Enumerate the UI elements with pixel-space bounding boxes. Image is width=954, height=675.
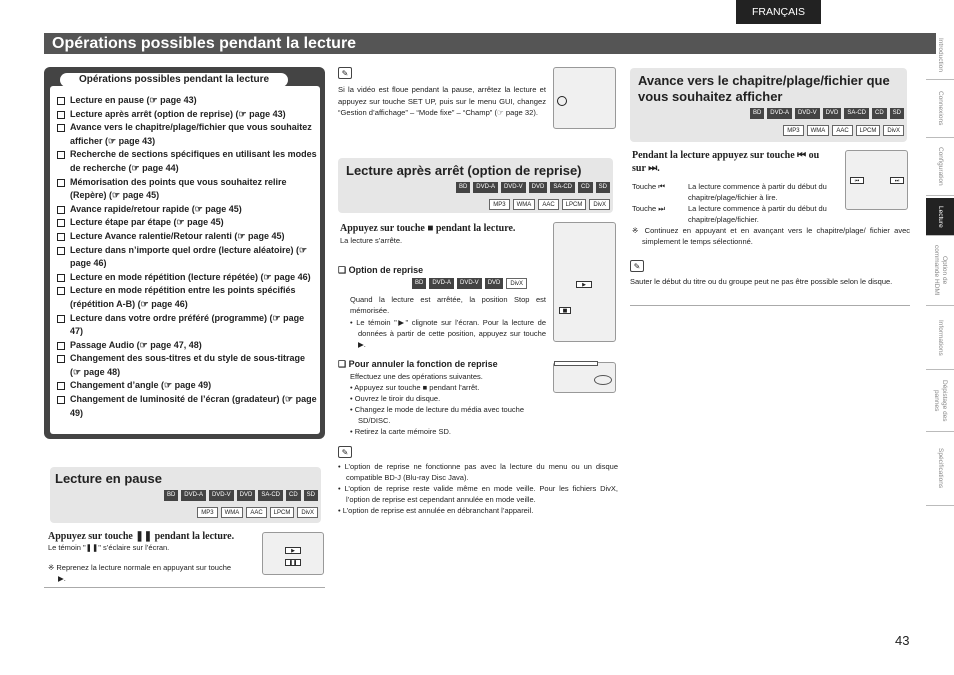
resume-tags-row2 <box>489 199 610 210</box>
pause-note: ※ Reprenez la lecture normale en appuyant sur touche ▶. <box>48 563 232 583</box>
format-tag: LPCM <box>562 199 587 210</box>
device-front-illustration <box>553 362 616 393</box>
advance-title: Avance vers le chapitre/plage/fichier que vous souhaitez afficher <box>638 73 890 104</box>
nav-informations[interactable]: Informations <box>926 306 954 370</box>
advance-tags-row2 <box>783 125 904 136</box>
format-tag: DVD-V <box>795 108 820 119</box>
pause-title: Lecture en pause <box>55 471 162 486</box>
format-tag: WMA <box>807 125 830 136</box>
pause-section-box <box>50 467 321 523</box>
nav-connexions[interactable]: Connexions <box>926 80 954 138</box>
toc-item[interactable]: Lecture en mode répétition (lecture répétée) (☞ page 46) <box>56 271 318 285</box>
format-tag: DVD-A <box>181 490 206 501</box>
format-tag: SD <box>596 182 610 193</box>
prev-key: Touche ⏮ <box>632 182 666 191</box>
nav-configuration[interactable]: Configuration <box>926 138 954 196</box>
toc-item[interactable]: Lecture dans n’importe quel ordre (lecture aléatoire) (☞ page 46) <box>56 244 318 271</box>
option-reprise-bullet-text: Le témoin "▶" clignote sur l’écran. Pour la lecture de données à partir de cette position, appuyez sur touche ▶. <box>356 318 546 349</box>
format-tag: SD <box>304 490 318 501</box>
toc-item[interactable]: Lecture dans votre ordre préféré (programme) (☞ page 47) <box>56 312 318 339</box>
resume-note-item: • L’option de reprise est annulée en débranchant l’appareil. <box>338 506 534 515</box>
format-tag: DivX <box>589 199 610 210</box>
format-tag: DVD-A <box>767 108 792 119</box>
format-tag: WMA <box>221 507 244 518</box>
option-reprise-bullet: • Le témoin "▶" clignote sur l’écran. Pour la lecture de données à partir de cette position, appuyez sur touche ▶. <box>350 318 546 349</box>
toc-item[interactable]: Lecture Avance ralentie/Retour ralenti (☞ page 45) <box>56 230 318 244</box>
cancel-item: • Ouvrez le tiroir du disque. <box>350 394 441 403</box>
format-tag: BD <box>456 182 470 193</box>
nav-lecture[interactable]: Lecture <box>926 198 954 236</box>
option-reprise-title: Option de reprise <box>348 265 424 275</box>
toc-list <box>56 94 318 420</box>
nav-depistage[interactable]: Dépistage des pannes <box>926 370 954 432</box>
divider <box>44 587 325 588</box>
format-tag: DVD <box>485 278 504 289</box>
format-tag: DivX <box>883 125 904 136</box>
advance-row-next <box>632 203 842 225</box>
next-key: Touche ⏭ <box>632 204 666 213</box>
toc-item[interactable]: Lecture étape par étape (☞ page 45) <box>56 216 318 230</box>
remote-setup-illustration <box>553 67 616 129</box>
format-tag: CD <box>578 182 593 193</box>
format-tag: DivX <box>297 507 318 518</box>
toc-item[interactable]: Lecture en mode répétition entre les points spécifiés (répétition A-B) (☞ page 46) <box>56 284 318 311</box>
next-desc: La lecture commence à partir du début du chapitre/plage/fichier. <box>688 204 827 224</box>
format-tag: AAC <box>538 199 558 210</box>
format-tag: SA-CD <box>550 182 575 193</box>
advance-tags-row1 <box>750 108 904 119</box>
toc-item[interactable]: Changement d’angle (☞ page 49) <box>56 379 318 393</box>
format-tag: DVD <box>237 490 256 501</box>
cancel-item-text: Retirez la carte mémoire SD. <box>354 427 451 436</box>
format-tag: DVD <box>823 108 842 119</box>
setup-tip: Si la vidéo est floue pendant la pause, arrêtez la lecture et appuyez sur touche SET UP, puis sur le menu GUI, changez “Gestion d’affichage” – “Mode fixe” – “Champ” (☞ page 32). <box>338 85 546 117</box>
cancel-item: • Changez le mode de lecture du média avec touche SD/DISC. <box>350 405 524 425</box>
resume-note-item: • L’option de reprise reste valide même en mode veille. Pour les fichiers DivX, l’option de reprise est cependant annulée en mode veille. <box>338 484 618 504</box>
toc-item[interactable]: Lecture en pause (☞ page 43) <box>56 94 318 108</box>
format-tag: DVD <box>529 182 548 193</box>
format-tag: DVD-V <box>457 278 482 289</box>
cancel-item-text: Appuyez sur touche ■ pendant l’arrêt. <box>354 383 480 392</box>
format-tag: CD <box>286 490 301 501</box>
resume-notes <box>338 461 618 516</box>
option-reprise-text: Quand la lecture est arrêtée, la position Stop est mémorisée. <box>350 295 546 315</box>
nav-specifications[interactable]: Spécifications <box>926 432 954 506</box>
advance-row-prev <box>632 181 842 203</box>
format-tag: BD <box>164 490 178 501</box>
option-reprise-tags <box>412 278 527 289</box>
format-tag: CD <box>872 108 887 119</box>
cancel-heading: ❑ Pour annuler la fonction de reprise <box>338 359 498 369</box>
resume-section-box <box>338 158 613 213</box>
pause-tags-row1 <box>164 490 318 501</box>
cancel-title: Pour annuler la fonction de reprise <box>348 359 498 369</box>
format-tag: BD <box>750 108 764 119</box>
format-tag: SD <box>890 108 904 119</box>
page-number: 43 <box>895 633 910 648</box>
option-reprise-heading: ❑ Option de reprise <box>338 265 424 275</box>
cancel-item-text: Ouvrez le tiroir du disque. <box>354 394 441 403</box>
toc-heading: Opérations possibles pendant la lecture <box>60 73 288 87</box>
format-tag: LPCM <box>270 507 295 518</box>
language-label: FRANÇAIS <box>736 0 821 24</box>
cancel-intro: Effectuez une des opérations suivantes. <box>350 372 483 381</box>
nav-introduction[interactable]: Introduction <box>926 30 954 80</box>
cancel-item: • Appuyez sur touche ■ pendant l’arrêt. <box>350 383 480 392</box>
format-tag: MP3 <box>783 125 803 136</box>
format-tag: DVD-V <box>501 182 526 193</box>
resume-step: Appuyez sur touche ■ pendant la lecture. <box>340 223 516 234</box>
remote-pause-illustration: ▶ ❚❚ <box>262 532 324 575</box>
resume-title: Lecture après arrêt (option de reprise) <box>346 163 582 178</box>
format-tag: DivX <box>506 278 527 289</box>
advance-section-box <box>630 68 907 142</box>
format-tag: BD <box>412 278 426 289</box>
cancel-item: • Retirez la carte mémoire SD. <box>350 427 451 436</box>
cancel-item-text: Changez le mode de lecture du média avec touche SD/DISC. <box>354 405 524 425</box>
format-tag: AAC <box>832 125 852 136</box>
toc-item[interactable]: Recherche de sections spécifiques en utilisant les modes de recherche (☞ page 44) <box>56 148 318 175</box>
toc-item[interactable]: Mémorisation des points que vous souhaitez relire (Repère) (☞ page 45) <box>56 176 318 203</box>
resume-sub: La lecture s’arrête. <box>340 236 403 245</box>
pause-tags-row2 <box>197 507 318 518</box>
pause-step: Appuyez sur touche ❚❚ pendant la lecture. <box>48 531 235 542</box>
format-tag: SA-CD <box>844 108 869 119</box>
toc-item[interactable]: Changement de luminosité de l’écran (gradateur) (☞ page 49) <box>56 393 318 420</box>
remote-skip-illustration: ⏮ ⏭ <box>845 150 908 210</box>
divider-2 <box>630 305 910 306</box>
nav-hdmi[interactable]: Option de commande HDMI <box>926 236 954 306</box>
format-tag: DVD-V <box>209 490 234 501</box>
advance-note: ※ Continuez en appuyant et en avançant vers le chapitre/plage/ fichier avec simplement le temps sélectionné. <box>632 226 910 246</box>
format-tag: LPCM <box>856 125 881 136</box>
format-tag: SA-CD <box>258 490 283 501</box>
format-tag: DVD-A <box>429 278 454 289</box>
resume-tags-row1 <box>456 182 610 193</box>
advance-step: Pendant la lecture appuyez sur touche ⏮ ou sur ⏭. <box>632 150 820 174</box>
prev-desc: La lecture commence à partir du début du chapitre/plage/fichier à lire. <box>688 182 827 202</box>
format-tag: AAC <box>246 507 266 518</box>
advance-tip: Sauter le début du titre ou du groupe peut ne pas être possible selon le disque. <box>630 277 893 286</box>
format-tag: DVD-A <box>473 182 498 193</box>
resume-note-text: L’option de reprise ne fonctionne pas avec la lecture du menu ou un disque compatible BD-J (Blu-ray Disc Java). <box>344 462 618 482</box>
format-tag: MP3 <box>197 507 217 518</box>
toc-item[interactable]: Avance vers le chapitre/plage/fichier que vous souhaitez afficher (☞ page 43) <box>56 121 318 148</box>
toc-item[interactable]: Passage Audio (☞ page 47, 48) <box>56 339 318 353</box>
toc-item[interactable]: Lecture après arrêt (option de reprise) (☞ page 43) <box>56 108 318 122</box>
resume-note-item: • L’option de reprise ne fonctionne pas avec la lecture du menu ou un disque compatible BD-J (Blu-ray Disc Java). <box>338 462 618 482</box>
tip-icon: ✎ <box>338 67 352 79</box>
toc-item[interactable]: Avance rapide/retour rapide (☞ page 45) <box>56 203 318 217</box>
tip-icon-3: ✎ <box>630 260 644 272</box>
page-title: Opérations possibles pendant la lecture <box>44 33 936 54</box>
side-navigation <box>926 30 954 510</box>
toc-item[interactable]: Changement des sous-titres et du style de sous-titrage (☞ page 48) <box>56 352 318 379</box>
pause-sub: Le témoin "❚❚" s’éclaire sur l’écran. <box>48 543 170 552</box>
remote-stop-illustration: ▶ ■ <box>553 222 616 342</box>
format-tag: WMA <box>513 199 536 210</box>
tip-icon-2: ✎ <box>338 446 352 458</box>
resume-note-text: L’option de reprise reste valide même en mode veille. Pour les fichiers DivX, l’option de reprise est cependant annulée en mode veille. <box>344 484 618 504</box>
cancel-list <box>350 382 546 437</box>
resume-note-text: L’option de reprise est annulée en débranchant l’appareil. <box>342 506 534 515</box>
format-tag: MP3 <box>489 199 509 210</box>
